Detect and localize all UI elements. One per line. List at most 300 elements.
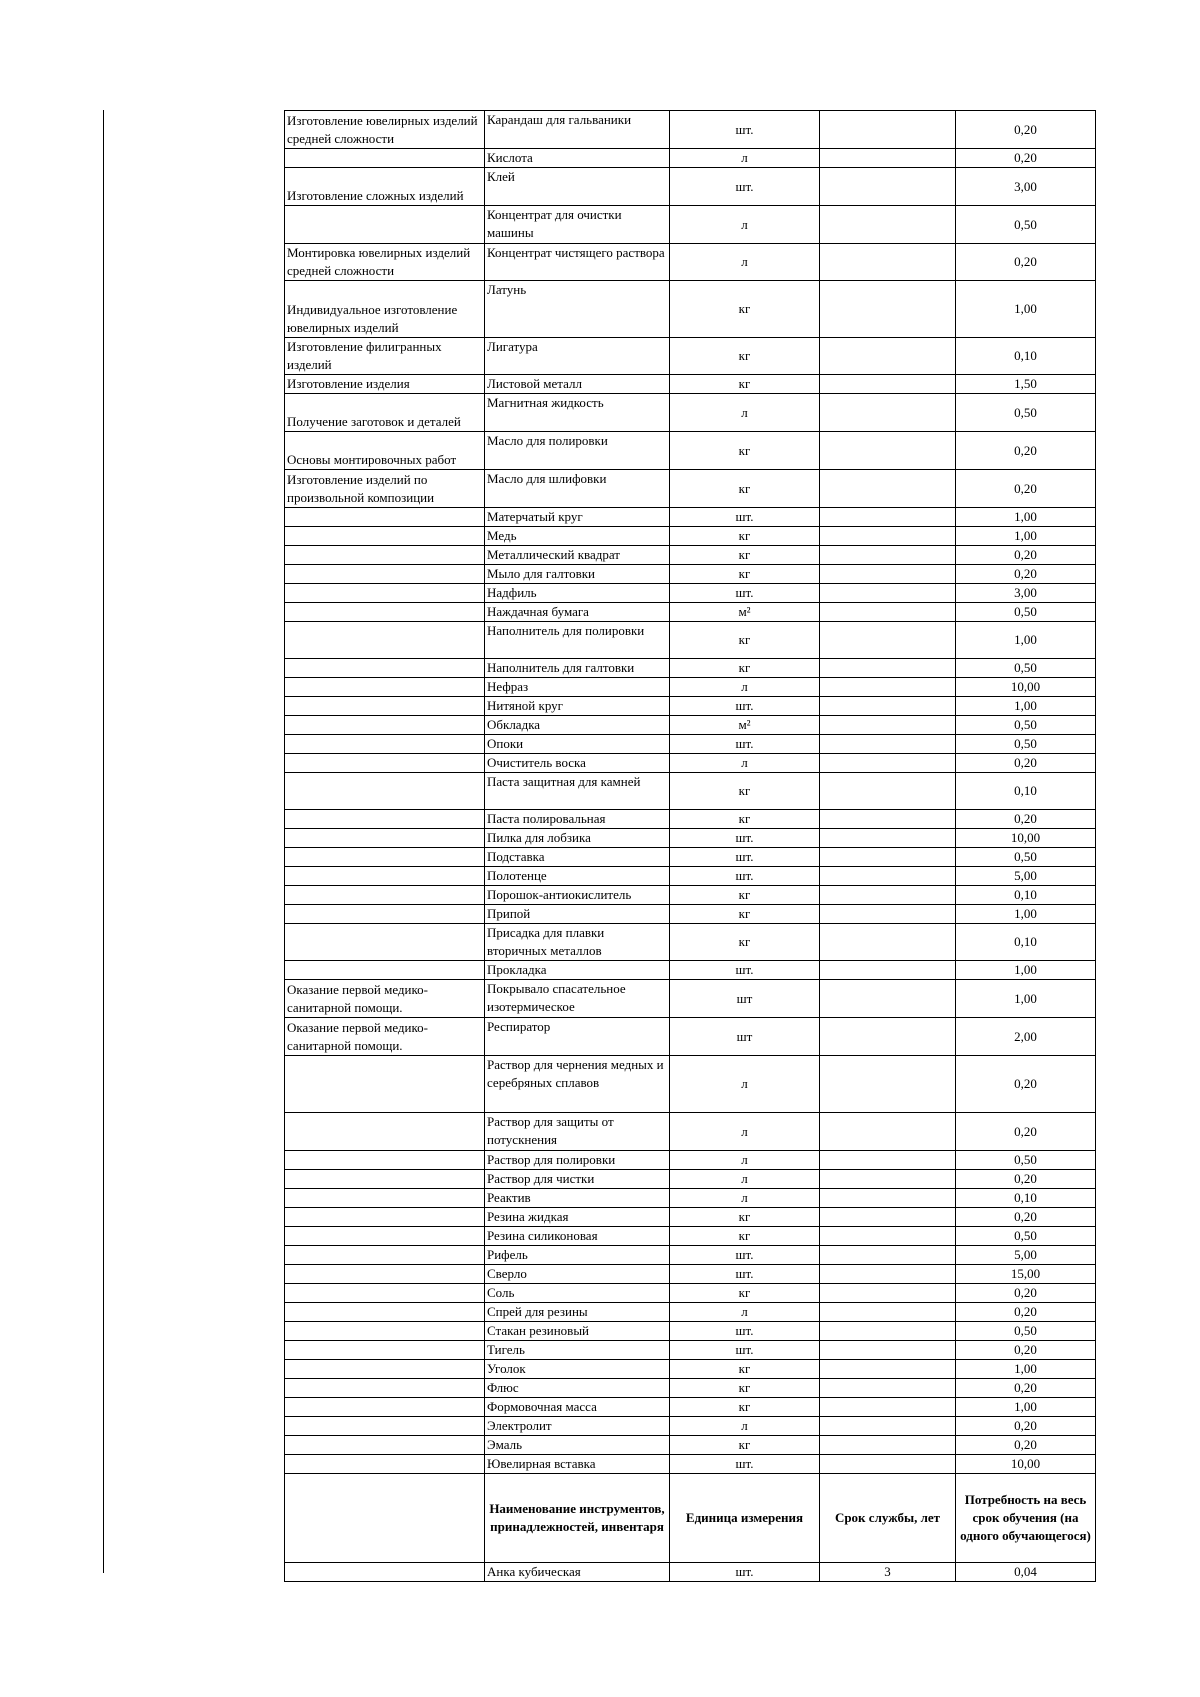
- unit-cell: шт.: [670, 1246, 820, 1265]
- unit-cell: м²: [670, 716, 820, 735]
- table-row: [285, 924, 1096, 961]
- item-name-cell: Концентрат для очистки машины: [485, 206, 670, 244]
- service-life-cell: [820, 924, 956, 961]
- unit-cell: кг: [670, 546, 820, 565]
- item-name-cell: Рифель: [485, 1246, 670, 1265]
- quantity-cell: 1,00: [956, 1398, 1096, 1417]
- table-row: [285, 1360, 1096, 1379]
- service-life-cell: [820, 527, 956, 546]
- service-life-cell: [820, 1322, 956, 1341]
- unit-cell: л: [670, 1189, 820, 1208]
- unit-cell: кг: [670, 1360, 820, 1379]
- unit-cell: м²: [670, 603, 820, 622]
- item-name-cell: Порошок-антиокислитель: [485, 886, 670, 905]
- item-name-cell: Листовой металл: [485, 375, 670, 394]
- quantity-cell: 0,50: [956, 659, 1096, 678]
- activity-cell: [285, 1208, 485, 1227]
- item-name-cell: Лигатура: [485, 338, 670, 375]
- table-row: [285, 470, 1096, 508]
- service-life-cell: [820, 584, 956, 603]
- item-name-cell: Раствор для защиты от потускнения: [485, 1113, 670, 1151]
- activity-cell: Получение заготовок и деталей: [285, 394, 485, 432]
- unit-cell: л: [670, 754, 820, 773]
- unit-cell: кг: [670, 1284, 820, 1303]
- item-name-cell: Подставка: [485, 848, 670, 867]
- quantity-cell: 3,00: [956, 168, 1096, 206]
- activity-cell: Индивидуальное изготовление ювелирных изделий: [285, 281, 485, 338]
- quantity-cell: 0,50: [956, 1151, 1096, 1170]
- service-life-cell: [820, 1303, 956, 1322]
- unit-cell: л: [670, 206, 820, 244]
- activity-cell: Основы монтировочных работ: [285, 432, 485, 470]
- item-name-cell: Клей: [485, 168, 670, 206]
- activity-cell: [285, 1170, 485, 1189]
- item-name-cell: Магнитная жидкость: [485, 394, 670, 432]
- unit-cell: шт.: [670, 697, 820, 716]
- activity-cell: [285, 735, 485, 754]
- activity-cell: Изготовление сложных изделий: [285, 168, 485, 206]
- unit-cell: кг: [670, 565, 820, 584]
- item-name-cell: Масло для полировки: [485, 432, 670, 470]
- item-name-cell: Присадка для плавки вторичных металлов: [485, 924, 670, 961]
- activity-cell: [285, 1322, 485, 1341]
- item-name-cell: Респиратор: [485, 1018, 670, 1056]
- service-life-cell: [820, 773, 956, 810]
- item-name-cell: Металлический квадрат: [485, 546, 670, 565]
- quantity-cell: 0,10: [956, 1189, 1096, 1208]
- item-name-cell: Паста защитная для камней: [485, 773, 670, 810]
- activity-cell: [285, 867, 485, 886]
- table-header-row: [285, 1474, 1096, 1563]
- service-life-cell: [820, 622, 956, 659]
- table-row: [285, 565, 1096, 584]
- unit-cell: шт.: [670, 111, 820, 149]
- item-name-cell: Паста полировальная: [485, 810, 670, 829]
- activity-cell: Изготовление изделий по произвольной композиции: [285, 470, 485, 508]
- service-life-cell: [820, 697, 956, 716]
- service-life-cell: [820, 1417, 956, 1436]
- service-life-cell: [820, 508, 956, 527]
- materials-table: [284, 110, 1096, 1582]
- service-life-cell: [820, 1341, 956, 1360]
- quantity-cell: 0,20: [956, 1208, 1096, 1227]
- table-row: [285, 375, 1096, 394]
- quantity-cell: 1,50: [956, 375, 1096, 394]
- quantity-cell: 3,00: [956, 584, 1096, 603]
- unit-cell: шт: [670, 1018, 820, 1056]
- service-life-cell: [820, 848, 956, 867]
- activity-cell: [285, 1563, 485, 1582]
- quantity-cell: 1,00: [956, 622, 1096, 659]
- service-life-cell: [820, 1360, 956, 1379]
- quantity-cell: 1,00: [956, 961, 1096, 980]
- activity-cell: Изготовление филигранных изделий: [285, 338, 485, 375]
- unit-cell: кг: [670, 338, 820, 375]
- table-row: [285, 1417, 1096, 1436]
- quantity-cell: 10,00: [956, 829, 1096, 848]
- item-name-cell: Медь: [485, 527, 670, 546]
- item-name-cell: Ювелирная вставка: [485, 1455, 670, 1474]
- item-name-cell: Полотенце: [485, 867, 670, 886]
- service-life-cell: [820, 754, 956, 773]
- unit-cell: шт.: [670, 1563, 820, 1582]
- item-name-cell: Концентрат чистящего раствора: [485, 244, 670, 281]
- item-name-cell: Опоки: [485, 735, 670, 754]
- activity-cell: Изготовление ювелирных изделий средней сложности: [285, 111, 485, 149]
- header-quantity-cell: Потребность на весь срок обучения (на одного обучающегося): [956, 1474, 1096, 1563]
- service-life-cell: [820, 961, 956, 980]
- activity-cell: Оказание первой медико-санитарной помощи.: [285, 980, 485, 1018]
- quantity-cell: 0,20: [956, 111, 1096, 149]
- table-row: [285, 1265, 1096, 1284]
- quantity-cell: 10,00: [956, 1455, 1096, 1474]
- service-life-cell: [820, 678, 956, 697]
- activity-cell: [285, 1436, 485, 1455]
- activity-cell: [285, 773, 485, 810]
- quantity-cell: 0,20: [956, 470, 1096, 508]
- activity-cell: [285, 1056, 485, 1113]
- item-name-cell: Раствор для чистки: [485, 1170, 670, 1189]
- service-life-cell: [820, 1246, 956, 1265]
- table-row: [285, 546, 1096, 565]
- activity-cell: [285, 565, 485, 584]
- unit-cell: кг: [670, 886, 820, 905]
- quantity-cell: 2,00: [956, 1018, 1096, 1056]
- item-name-cell: Надфиль: [485, 584, 670, 603]
- service-life-cell: [820, 1284, 956, 1303]
- quantity-cell: 10,00: [956, 678, 1096, 697]
- table-row: [285, 1284, 1096, 1303]
- table-row: [285, 829, 1096, 848]
- activity-cell: [285, 848, 485, 867]
- activity-cell: [285, 508, 485, 527]
- service-life-cell: [820, 1208, 956, 1227]
- quantity-cell: 0,20: [956, 1379, 1096, 1398]
- quantity-cell: 1,00: [956, 527, 1096, 546]
- quantity-cell: 0,20: [956, 1417, 1096, 1436]
- quantity-cell: 0,10: [956, 773, 1096, 810]
- quantity-cell: 0,20: [956, 1170, 1096, 1189]
- item-name-cell: Сверло: [485, 1265, 670, 1284]
- activity-cell: [285, 697, 485, 716]
- item-name-cell: Флюс: [485, 1379, 670, 1398]
- table-row: [285, 111, 1096, 149]
- activity-cell: [285, 149, 485, 168]
- item-name-cell: Эмаль: [485, 1436, 670, 1455]
- quantity-cell: 0,50: [956, 848, 1096, 867]
- unit-cell: кг: [670, 773, 820, 810]
- unit-cell: кг: [670, 659, 820, 678]
- service-life-cell: [820, 281, 956, 338]
- item-name-cell: Наполнитель для полировки: [485, 622, 670, 659]
- quantity-cell: 0,20: [956, 1284, 1096, 1303]
- activity-cell: [285, 754, 485, 773]
- table-row: [285, 1056, 1096, 1113]
- table-row: [285, 867, 1096, 886]
- activity-cell: [285, 1455, 485, 1474]
- table-row: [285, 1018, 1096, 1056]
- activity-cell: [285, 829, 485, 848]
- table-row: [285, 244, 1096, 281]
- table-row: [285, 886, 1096, 905]
- unit-cell: л: [670, 1170, 820, 1189]
- table-row: [285, 1322, 1096, 1341]
- service-life-cell: [820, 867, 956, 886]
- service-life-cell: [820, 432, 956, 470]
- table-row: [285, 848, 1096, 867]
- unit-cell: шт.: [670, 848, 820, 867]
- unit-cell: кг: [670, 527, 820, 546]
- unit-cell: кг: [670, 1436, 820, 1455]
- activity-cell: [285, 1398, 485, 1417]
- unit-cell: шт: [670, 980, 820, 1018]
- activity-cell: [285, 1227, 485, 1246]
- service-life-cell: [820, 1455, 956, 1474]
- service-life-cell: [820, 1379, 956, 1398]
- table-row: [285, 1170, 1096, 1189]
- table-row: [285, 773, 1096, 810]
- quantity-cell: 1,00: [956, 1360, 1096, 1379]
- item-name-cell: Карандаш для гальваники: [485, 111, 670, 149]
- table-row: [285, 206, 1096, 244]
- service-life-cell: [820, 1189, 956, 1208]
- activity-cell: [285, 1189, 485, 1208]
- table-row: [285, 1303, 1096, 1322]
- quantity-cell: 1,00: [956, 508, 1096, 527]
- item-name-cell: Обкладка: [485, 716, 670, 735]
- quantity-cell: 0,10: [956, 924, 1096, 961]
- unit-cell: л: [670, 1417, 820, 1436]
- item-name-cell: Уголок: [485, 1360, 670, 1379]
- item-name-cell: Нитяной круг: [485, 697, 670, 716]
- table-row: [285, 149, 1096, 168]
- unit-cell: шт.: [670, 829, 820, 848]
- quantity-cell: 0,20: [956, 1303, 1096, 1322]
- table-row: [285, 1227, 1096, 1246]
- quantity-cell: 0,20: [956, 244, 1096, 281]
- unit-cell: шт.: [670, 1322, 820, 1341]
- quantity-cell: 0,50: [956, 603, 1096, 622]
- quantity-cell: 0,20: [956, 432, 1096, 470]
- quantity-cell: 0,10: [956, 338, 1096, 375]
- item-name-cell: Соль: [485, 1284, 670, 1303]
- activity-cell: [285, 206, 485, 244]
- activity-cell: [285, 622, 485, 659]
- table-row: [285, 584, 1096, 603]
- item-name-cell: Матерчатый круг: [485, 508, 670, 527]
- service-life-cell: [820, 980, 956, 1018]
- service-life-cell: [820, 716, 956, 735]
- item-name-cell: Наполнитель для галтовки: [485, 659, 670, 678]
- activity-cell: [285, 1341, 485, 1360]
- item-name-cell: Формовочная масса: [485, 1398, 670, 1417]
- activity-cell: [285, 603, 485, 622]
- quantity-cell: 1,00: [956, 697, 1096, 716]
- table-row: [285, 678, 1096, 697]
- unit-cell: шт.: [670, 1455, 820, 1474]
- unit-cell: л: [670, 149, 820, 168]
- table-row: [285, 1398, 1096, 1417]
- item-name-cell: Резина силиконовая: [485, 1227, 670, 1246]
- service-life-cell: [820, 1056, 956, 1113]
- unit-cell: шт.: [670, 168, 820, 206]
- item-name-cell: Тигель: [485, 1341, 670, 1360]
- item-name-cell: Очиститель воска: [485, 754, 670, 773]
- table-row: [285, 697, 1096, 716]
- quantity-cell: 5,00: [956, 1246, 1096, 1265]
- table-row: [285, 1151, 1096, 1170]
- unit-cell: кг: [670, 905, 820, 924]
- item-name-cell: Прокладка: [485, 961, 670, 980]
- unit-cell: шт.: [670, 584, 820, 603]
- table-row: [285, 1379, 1096, 1398]
- quantity-cell: 0,50: [956, 735, 1096, 754]
- table-row: [285, 603, 1096, 622]
- table-row: [285, 659, 1096, 678]
- item-name-cell: Покрывало спасательное изотермическое: [485, 980, 670, 1018]
- quantity-cell: 0,50: [956, 1227, 1096, 1246]
- activity-cell: [285, 961, 485, 980]
- table-row: [285, 980, 1096, 1018]
- service-life-cell: [820, 1398, 956, 1417]
- quantity-cell: 0,20: [956, 565, 1096, 584]
- table-row: [285, 432, 1096, 470]
- activity-cell: [285, 1303, 485, 1322]
- activity-cell: Оказание первой медико-санитарной помощи.: [285, 1018, 485, 1056]
- item-name-cell: Спрей для резины: [485, 1303, 670, 1322]
- quantity-cell: 0,04: [956, 1563, 1096, 1582]
- unit-cell: кг: [670, 622, 820, 659]
- table-row: [285, 1208, 1096, 1227]
- table-row: [285, 1189, 1096, 1208]
- unit-cell: кг: [670, 281, 820, 338]
- activity-cell: [285, 546, 485, 565]
- item-name-cell: Масло для шлифовки: [485, 470, 670, 508]
- quantity-cell: 1,00: [956, 980, 1096, 1018]
- activity-cell: [285, 1246, 485, 1265]
- quantity-cell: 0,20: [956, 1341, 1096, 1360]
- table-row: [285, 622, 1096, 659]
- quantity-cell: 0,20: [956, 1056, 1096, 1113]
- service-life-cell: [820, 1170, 956, 1189]
- service-life-cell: [820, 829, 956, 848]
- table-row: [285, 810, 1096, 829]
- unit-cell: шт.: [670, 1341, 820, 1360]
- unit-cell: л: [670, 1056, 820, 1113]
- quantity-cell: 1,00: [956, 905, 1096, 924]
- item-name-cell: Электролит: [485, 1417, 670, 1436]
- item-name-cell: Нефраз: [485, 678, 670, 697]
- table-row: [285, 394, 1096, 432]
- unit-cell: кг: [670, 1379, 820, 1398]
- activity-cell: [285, 659, 485, 678]
- table-row: [285, 905, 1096, 924]
- table-row: [285, 338, 1096, 375]
- service-life-cell: [820, 470, 956, 508]
- activity-cell: Монтировка ювелирных изделий средней сложности: [285, 244, 485, 281]
- activity-cell: [285, 1417, 485, 1436]
- service-life-cell: [820, 206, 956, 244]
- page-margin-line: [103, 110, 104, 1573]
- service-life-cell: [820, 1436, 956, 1455]
- service-life-cell: [820, 1227, 956, 1246]
- unit-cell: л: [670, 1113, 820, 1151]
- service-life-cell: [820, 1018, 956, 1056]
- table-row: [285, 716, 1096, 735]
- header-activity-cell: [285, 1474, 485, 1563]
- service-life-cell: [820, 168, 956, 206]
- unit-cell: л: [670, 1303, 820, 1322]
- item-name-cell: Припой: [485, 905, 670, 924]
- item-name-cell: Наждачная бумага: [485, 603, 670, 622]
- service-life-cell: [820, 394, 956, 432]
- activity-cell: [285, 886, 485, 905]
- service-life-cell: [820, 659, 956, 678]
- service-life-cell: 3: [820, 1563, 956, 1582]
- activity-cell: Изготовление изделия: [285, 375, 485, 394]
- quantity-cell: 0,20: [956, 810, 1096, 829]
- item-name-cell: Стакан резиновый: [485, 1322, 670, 1341]
- quantity-cell: 0,50: [956, 1322, 1096, 1341]
- quantity-cell: 0,20: [956, 754, 1096, 773]
- materials-table-body: [285, 111, 1096, 1582]
- activity-cell: [285, 905, 485, 924]
- item-name-cell: Резина жидкая: [485, 1208, 670, 1227]
- item-name-cell: Пилка для лобзика: [485, 829, 670, 848]
- table-row: [285, 1246, 1096, 1265]
- item-name-cell: Кислота: [485, 149, 670, 168]
- service-life-cell: [820, 338, 956, 375]
- table-row: [285, 168, 1096, 206]
- unit-cell: кг: [670, 1208, 820, 1227]
- service-life-cell: [820, 244, 956, 281]
- item-name-cell: Раствор для полировки: [485, 1151, 670, 1170]
- service-life-cell: [820, 1113, 956, 1151]
- unit-cell: л: [670, 244, 820, 281]
- service-life-cell: [820, 905, 956, 924]
- service-life-cell: [820, 1151, 956, 1170]
- item-name-cell: Раствор для чернения медных и серебряных сплавов: [485, 1056, 670, 1113]
- quantity-cell: 0,10: [956, 886, 1096, 905]
- item-name-cell: Латунь: [485, 281, 670, 338]
- table-row: [285, 281, 1096, 338]
- service-life-cell: [820, 375, 956, 394]
- table-row: [285, 1113, 1096, 1151]
- activity-cell: [285, 924, 485, 961]
- table-row: [285, 1455, 1096, 1474]
- unit-cell: шт.: [670, 508, 820, 527]
- table-row: [285, 508, 1096, 527]
- unit-cell: шт.: [670, 1265, 820, 1284]
- header-service-life-cell: Срок службы, лет: [820, 1474, 956, 1563]
- quantity-cell: 0,50: [956, 716, 1096, 735]
- service-life-cell: [820, 546, 956, 565]
- quantity-cell: 0,50: [956, 206, 1096, 244]
- quantity-cell: 15,00: [956, 1265, 1096, 1284]
- activity-cell: [285, 527, 485, 546]
- unit-cell: кг: [670, 432, 820, 470]
- activity-cell: [285, 1284, 485, 1303]
- activity-cell: [285, 1151, 485, 1170]
- unit-cell: шт.: [670, 961, 820, 980]
- unit-cell: кг: [670, 1398, 820, 1417]
- service-life-cell: [820, 1265, 956, 1284]
- quantity-cell: 0,20: [956, 1436, 1096, 1455]
- table-row: [285, 1341, 1096, 1360]
- header-item-name-cell: Наименование инструментов, принадлежностей, инвентаря: [485, 1474, 670, 1563]
- item-name-cell: Реактив: [485, 1189, 670, 1208]
- table-row: [285, 961, 1096, 980]
